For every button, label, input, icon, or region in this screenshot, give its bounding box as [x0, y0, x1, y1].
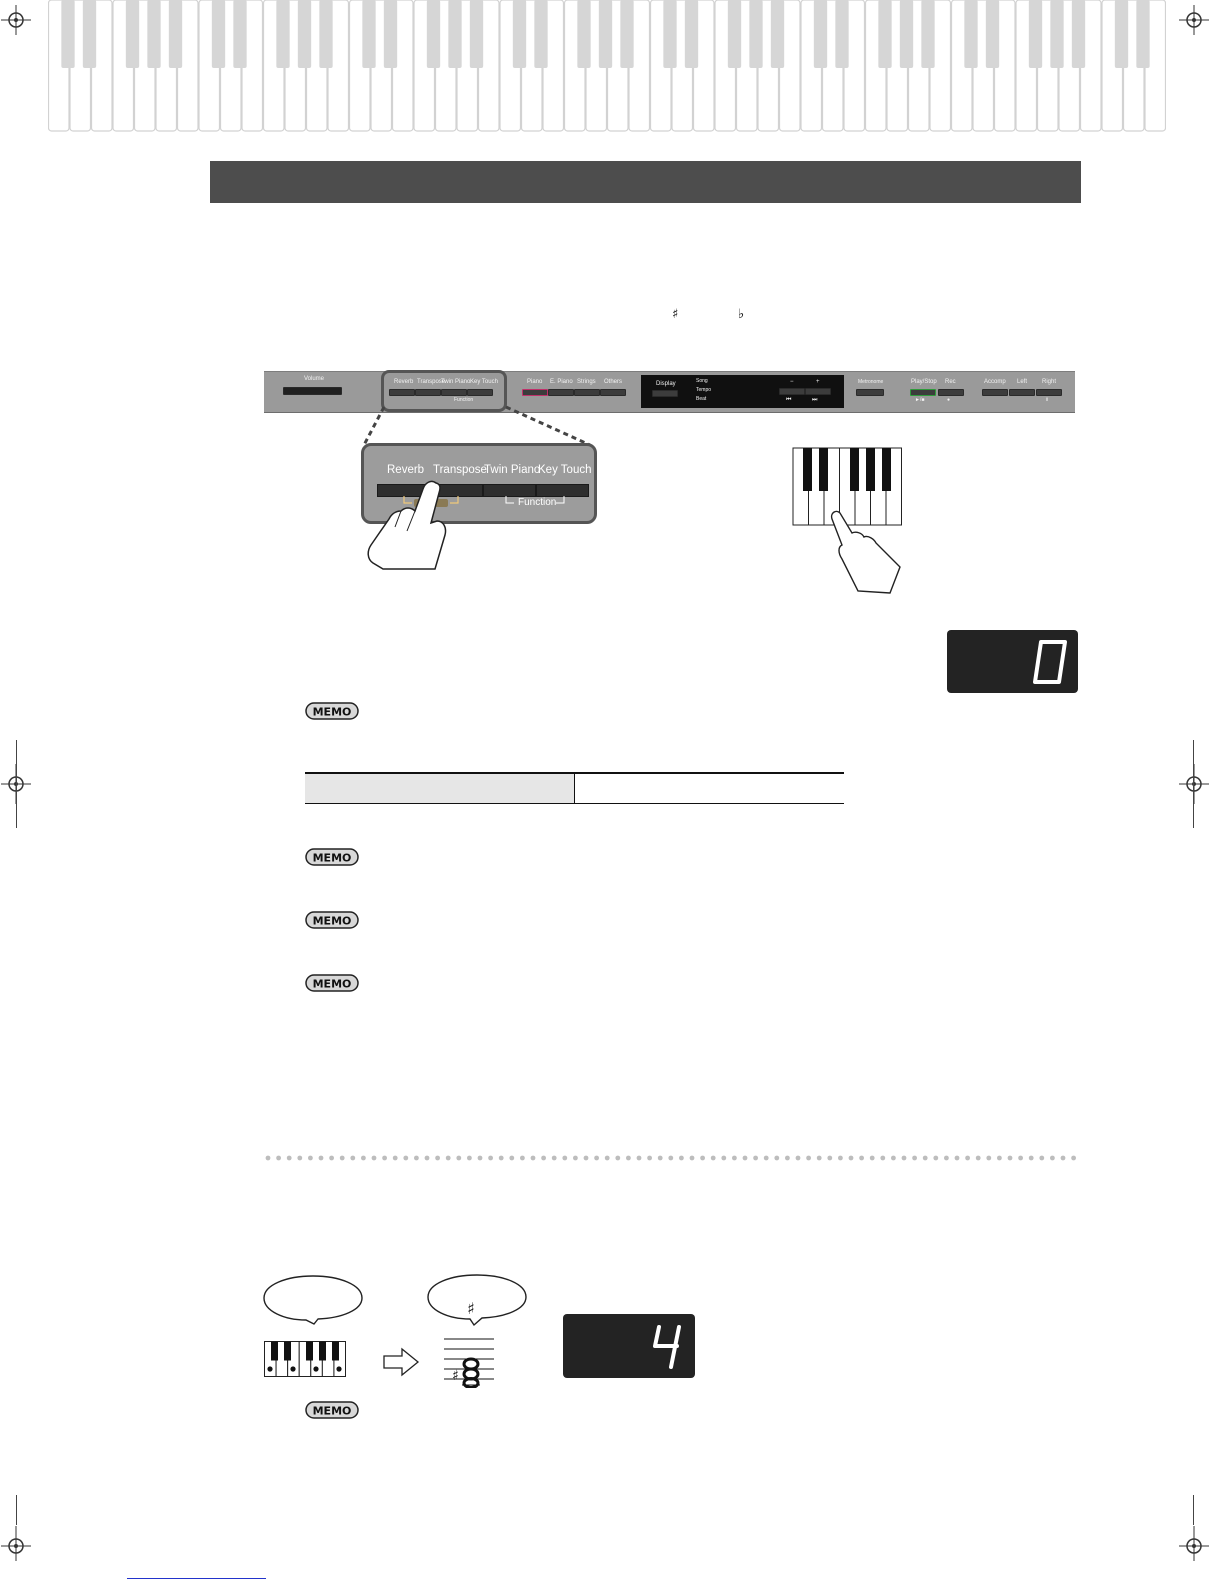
- separator-dot: [1039, 1156, 1044, 1161]
- crop-mark-icon: [0, 764, 38, 804]
- separator-dot: [382, 1156, 387, 1161]
- banner-black-key: [384, 0, 397, 68]
- separator-dot: [594, 1156, 599, 1161]
- separator-dot: [817, 1156, 822, 1161]
- flat-symbol: ♭: [738, 307, 745, 322]
- play-stop-button[interactable]: [910, 389, 936, 396]
- separator-dot: [711, 1156, 716, 1161]
- separator-dot: [361, 1156, 366, 1161]
- separator-dot: [626, 1156, 631, 1161]
- separator-dot: [986, 1156, 991, 1161]
- separator-dot: [796, 1156, 801, 1161]
- separator-dot: [912, 1156, 917, 1161]
- banner-black-key: [319, 0, 332, 68]
- left-button[interactable]: [1009, 389, 1035, 396]
- banner-black-key: [470, 0, 483, 68]
- separator-dot: [1050, 1156, 1055, 1161]
- banner-black-key: [900, 0, 913, 68]
- right-label: Right: [1042, 379, 1057, 385]
- crop-line: [16, 740, 17, 828]
- banner-black-key: [427, 0, 440, 68]
- black-key: [866, 448, 875, 491]
- svg-text:MEMO: MEMO: [312, 977, 352, 991]
- banner-black-key: [921, 0, 934, 68]
- rec-button[interactable]: [938, 389, 964, 396]
- separator-dot: [393, 1156, 398, 1161]
- separator-dot: [859, 1156, 864, 1161]
- separator-dot: [435, 1156, 440, 1161]
- zoom-key-touch-label: Key Touch: [538, 464, 592, 476]
- zoom-twin-piano-label: Twin Piano: [484, 464, 541, 476]
- piano-label: Piano: [527, 379, 543, 385]
- e-piano-label: E. Piano: [550, 379, 573, 385]
- separator-dot: [753, 1156, 758, 1161]
- separator-dot: [785, 1156, 790, 1161]
- zoom-function-label: Function: [518, 497, 557, 508]
- led-display: [947, 630, 1078, 693]
- banner-black-key: [685, 0, 698, 68]
- separator-dot: [774, 1156, 779, 1161]
- separator-dot: [732, 1156, 737, 1161]
- panel-function-label: Function: [454, 397, 474, 403]
- svg-text:MEMO: MEMO: [312, 705, 352, 719]
- speech-bubble-left: [262, 1274, 364, 1326]
- display-button[interactable]: [652, 390, 678, 397]
- accomp-label: Accomp: [984, 379, 1006, 385]
- banner-black-key: [61, 0, 74, 68]
- separator-dot: [541, 1156, 546, 1161]
- separator-dot: [488, 1156, 493, 1161]
- svg-text:MEMO: MEMO: [312, 1404, 352, 1418]
- settings-table: [305, 772, 844, 804]
- black-key: [803, 448, 812, 491]
- led-digit-4: [651, 1324, 683, 1370]
- zoom-reverb-label: Reverb: [387, 464, 425, 476]
- separator-dot: [1018, 1156, 1023, 1161]
- accomp-button[interactable]: [982, 389, 1008, 396]
- separator-dot: [838, 1156, 843, 1161]
- zoom-transpose-label: Transpose: [433, 464, 487, 476]
- strings-label: Strings: [577, 379, 596, 385]
- separator-dot: [637, 1156, 642, 1161]
- separator-dot: [456, 1156, 461, 1161]
- separator-dot: [880, 1156, 885, 1161]
- table-value-cell: [575, 774, 844, 803]
- banner-black-key: [599, 0, 612, 68]
- separator-dot: [764, 1156, 769, 1161]
- separator-dot: [827, 1156, 832, 1161]
- left-label: Left: [1017, 379, 1028, 385]
- pressing-hand-icon: [365, 475, 455, 570]
- separator-dot: [955, 1156, 960, 1161]
- key-marker-dot: [290, 1366, 295, 1371]
- memo-icon: [305, 702, 359, 720]
- panel-twin-piano-label: Twin Piano: [441, 379, 471, 385]
- crop-mark-icon: [0, 0, 38, 40]
- black-key: [306, 1342, 313, 1361]
- minus-label: −: [790, 379, 794, 385]
- panel-display-window: [641, 375, 844, 408]
- banner-black-key: [212, 0, 225, 68]
- separator-dot: [647, 1156, 652, 1161]
- separator-dot: [467, 1156, 472, 1161]
- svg-text:♯: ♯: [467, 1299, 475, 1318]
- banner-black-key: [276, 0, 289, 68]
- separator-dot: [690, 1156, 695, 1161]
- crop-line: [1193, 740, 1194, 828]
- separator-dot: [573, 1156, 578, 1161]
- separator-dot: [679, 1156, 684, 1161]
- separator-dot: [605, 1156, 610, 1161]
- banner-black-key: [147, 0, 160, 68]
- separator-dot: [520, 1156, 525, 1161]
- panel-transpose-label: Transpose: [417, 379, 446, 385]
- separator-dot: [584, 1156, 589, 1161]
- play-stop-label: Play/Stop: [911, 379, 937, 385]
- right-button[interactable]: [1036, 389, 1062, 396]
- table-header-cell: [305, 774, 575, 803]
- separator-dot: [403, 1156, 408, 1161]
- svg-text:♯: ♯: [452, 1368, 459, 1384]
- crop-mark-icon: [0, 1526, 38, 1566]
- key-marker-dot: [267, 1366, 272, 1371]
- metronome-button[interactable]: [856, 389, 884, 396]
- banner-black-key: [126, 0, 139, 68]
- rec-icon: ●: [947, 397, 951, 403]
- crop-line: [16, 1495, 17, 1525]
- separator-dot: [478, 1156, 483, 1161]
- separator-dot: [329, 1156, 334, 1161]
- display-mode-beat: Beat: [696, 396, 707, 402]
- e-piano-button[interactable]: [548, 389, 574, 396]
- crop-line: [1193, 1495, 1194, 1525]
- banner-black-key: [964, 0, 977, 68]
- separator-dot: [266, 1156, 271, 1161]
- separator-dot: [849, 1156, 854, 1161]
- plus-label: +: [816, 379, 820, 385]
- banner-black-key: [362, 0, 375, 68]
- svg-text:MEMO: MEMO: [312, 914, 352, 928]
- separator-dot: [509, 1156, 514, 1161]
- separator-dot: [668, 1156, 673, 1161]
- separator-dot: [425, 1156, 430, 1161]
- banner-black-key: [448, 0, 461, 68]
- sharp-symbol: ♯: [672, 307, 679, 322]
- separator-dot: [372, 1156, 377, 1161]
- plus-button[interactable]: [805, 388, 831, 395]
- panel-key-touch-label: Key Touch: [470, 379, 498, 385]
- led-display: [563, 1314, 695, 1378]
- separator-dot: [1061, 1156, 1066, 1161]
- separator-dot: [276, 1156, 281, 1161]
- metronome-label: Metronome: [858, 379, 884, 385]
- volume-label: Volume: [304, 376, 325, 382]
- svg-text:MEMO: MEMO: [312, 851, 352, 865]
- banner-black-key: [1115, 0, 1128, 68]
- memo-icon: [305, 911, 359, 929]
- keyboard-illustration: [792, 447, 906, 595]
- transport-forward-icon: ⏭: [812, 397, 818, 403]
- display-label: Display: [656, 381, 676, 387]
- separator-dot: [976, 1156, 981, 1161]
- black-key: [284, 1342, 291, 1361]
- separator-dot: [531, 1156, 536, 1161]
- piano-button[interactable]: [522, 389, 548, 396]
- play-stop-icon: ►/■: [915, 397, 925, 403]
- key-marker-dot: [336, 1366, 341, 1371]
- key-marker-dot: [313, 1366, 318, 1371]
- separator-dot: [319, 1156, 324, 1161]
- banner-black-key: [1072, 0, 1085, 68]
- memo-icon: [305, 1401, 359, 1419]
- separator-dot: [902, 1156, 907, 1161]
- panel-reverb-label: Reverb: [394, 379, 414, 385]
- banner-black-key: [169, 0, 182, 68]
- black-key: [332, 1342, 339, 1361]
- arrow-right-icon: [382, 1347, 420, 1377]
- banner-black-key: [986, 0, 999, 68]
- separator-dot: [287, 1156, 292, 1161]
- banner-black-key: [1029, 0, 1042, 68]
- banner-black-key: [513, 0, 526, 68]
- black-key: [882, 448, 891, 491]
- black-key: [850, 448, 859, 491]
- banner-black-key: [878, 0, 891, 68]
- separator-dot: [933, 1156, 938, 1161]
- right-part-icon: Ⅱ: [1046, 397, 1049, 403]
- speech-bubble-right: [426, 1273, 528, 1327]
- black-key: [819, 448, 828, 491]
- separator-dot: [1029, 1156, 1034, 1161]
- separator-dot: [923, 1156, 928, 1161]
- separator-dot: [721, 1156, 726, 1161]
- led-digit-0: [1029, 638, 1069, 686]
- separator-dot: [552, 1156, 557, 1161]
- separator-dot: [743, 1156, 748, 1161]
- separator-dot: [499, 1156, 504, 1161]
- banner-black-key: [835, 0, 848, 68]
- separator-dot: [340, 1156, 345, 1161]
- memo-icon: [305, 974, 359, 992]
- others-label: Others: [604, 379, 623, 385]
- footer-link-underline[interactable]: [127, 1578, 266, 1579]
- strings-button[interactable]: [574, 389, 600, 396]
- separator-dot: [297, 1156, 302, 1161]
- separator-dot: [615, 1156, 620, 1161]
- display-mode-tempo: Tempo: [696, 387, 712, 393]
- black-key: [319, 1342, 326, 1361]
- banner-black-key: [814, 0, 827, 68]
- banner-black-key: [534, 0, 547, 68]
- separator-dot: [806, 1156, 811, 1161]
- separator-dot: [308, 1156, 313, 1161]
- small-keyboard-with-dots: [264, 1341, 346, 1377]
- banner-black-key: [749, 0, 762, 68]
- transport-back-icon: ⏮: [786, 397, 792, 403]
- banner-black-key: [620, 0, 633, 68]
- crop-mark-icon: [1174, 1526, 1214, 1566]
- banner-black-key: [663, 0, 676, 68]
- black-key: [271, 1342, 278, 1361]
- crop-mark-icon: [1174, 764, 1214, 804]
- volume-slider[interactable]: [283, 387, 342, 395]
- separator-dot: [870, 1156, 875, 1161]
- banner-black-key: [1136, 0, 1149, 68]
- banner-black-key: [577, 0, 590, 68]
- keyboard-banner: [48, 0, 1166, 134]
- separator-dot: [414, 1156, 419, 1161]
- separator-dot: [891, 1156, 896, 1161]
- crop-mark-icon: [1174, 0, 1214, 40]
- separator-dot: [1008, 1156, 1013, 1161]
- section-header-bar: [210, 161, 1081, 203]
- minus-button[interactable]: [779, 388, 805, 395]
- banner-black-key: [1050, 0, 1063, 68]
- music-staff-chord: [444, 1336, 496, 1388]
- separator-dot: [446, 1156, 451, 1161]
- banner-black-key: [771, 0, 784, 68]
- memo-icon: [305, 848, 359, 866]
- banner-black-key: [298, 0, 311, 68]
- display-mode-song: Song: [696, 378, 708, 384]
- separator-dot: [562, 1156, 567, 1161]
- banner-black-key: [83, 0, 96, 68]
- separator-dot: [658, 1156, 663, 1161]
- separator-dot: [1071, 1156, 1076, 1161]
- separator-dot: [700, 1156, 705, 1161]
- separator-dot: [350, 1156, 355, 1161]
- banner-black-key: [728, 0, 741, 68]
- dotted-separator: [264, 1154, 1076, 1162]
- others-button[interactable]: [600, 389, 626, 396]
- separator-dot: [965, 1156, 970, 1161]
- separator-dot: [997, 1156, 1002, 1161]
- rec-label: Rec: [945, 379, 956, 385]
- banner-black-key: [233, 0, 246, 68]
- separator-dot: [944, 1156, 949, 1161]
